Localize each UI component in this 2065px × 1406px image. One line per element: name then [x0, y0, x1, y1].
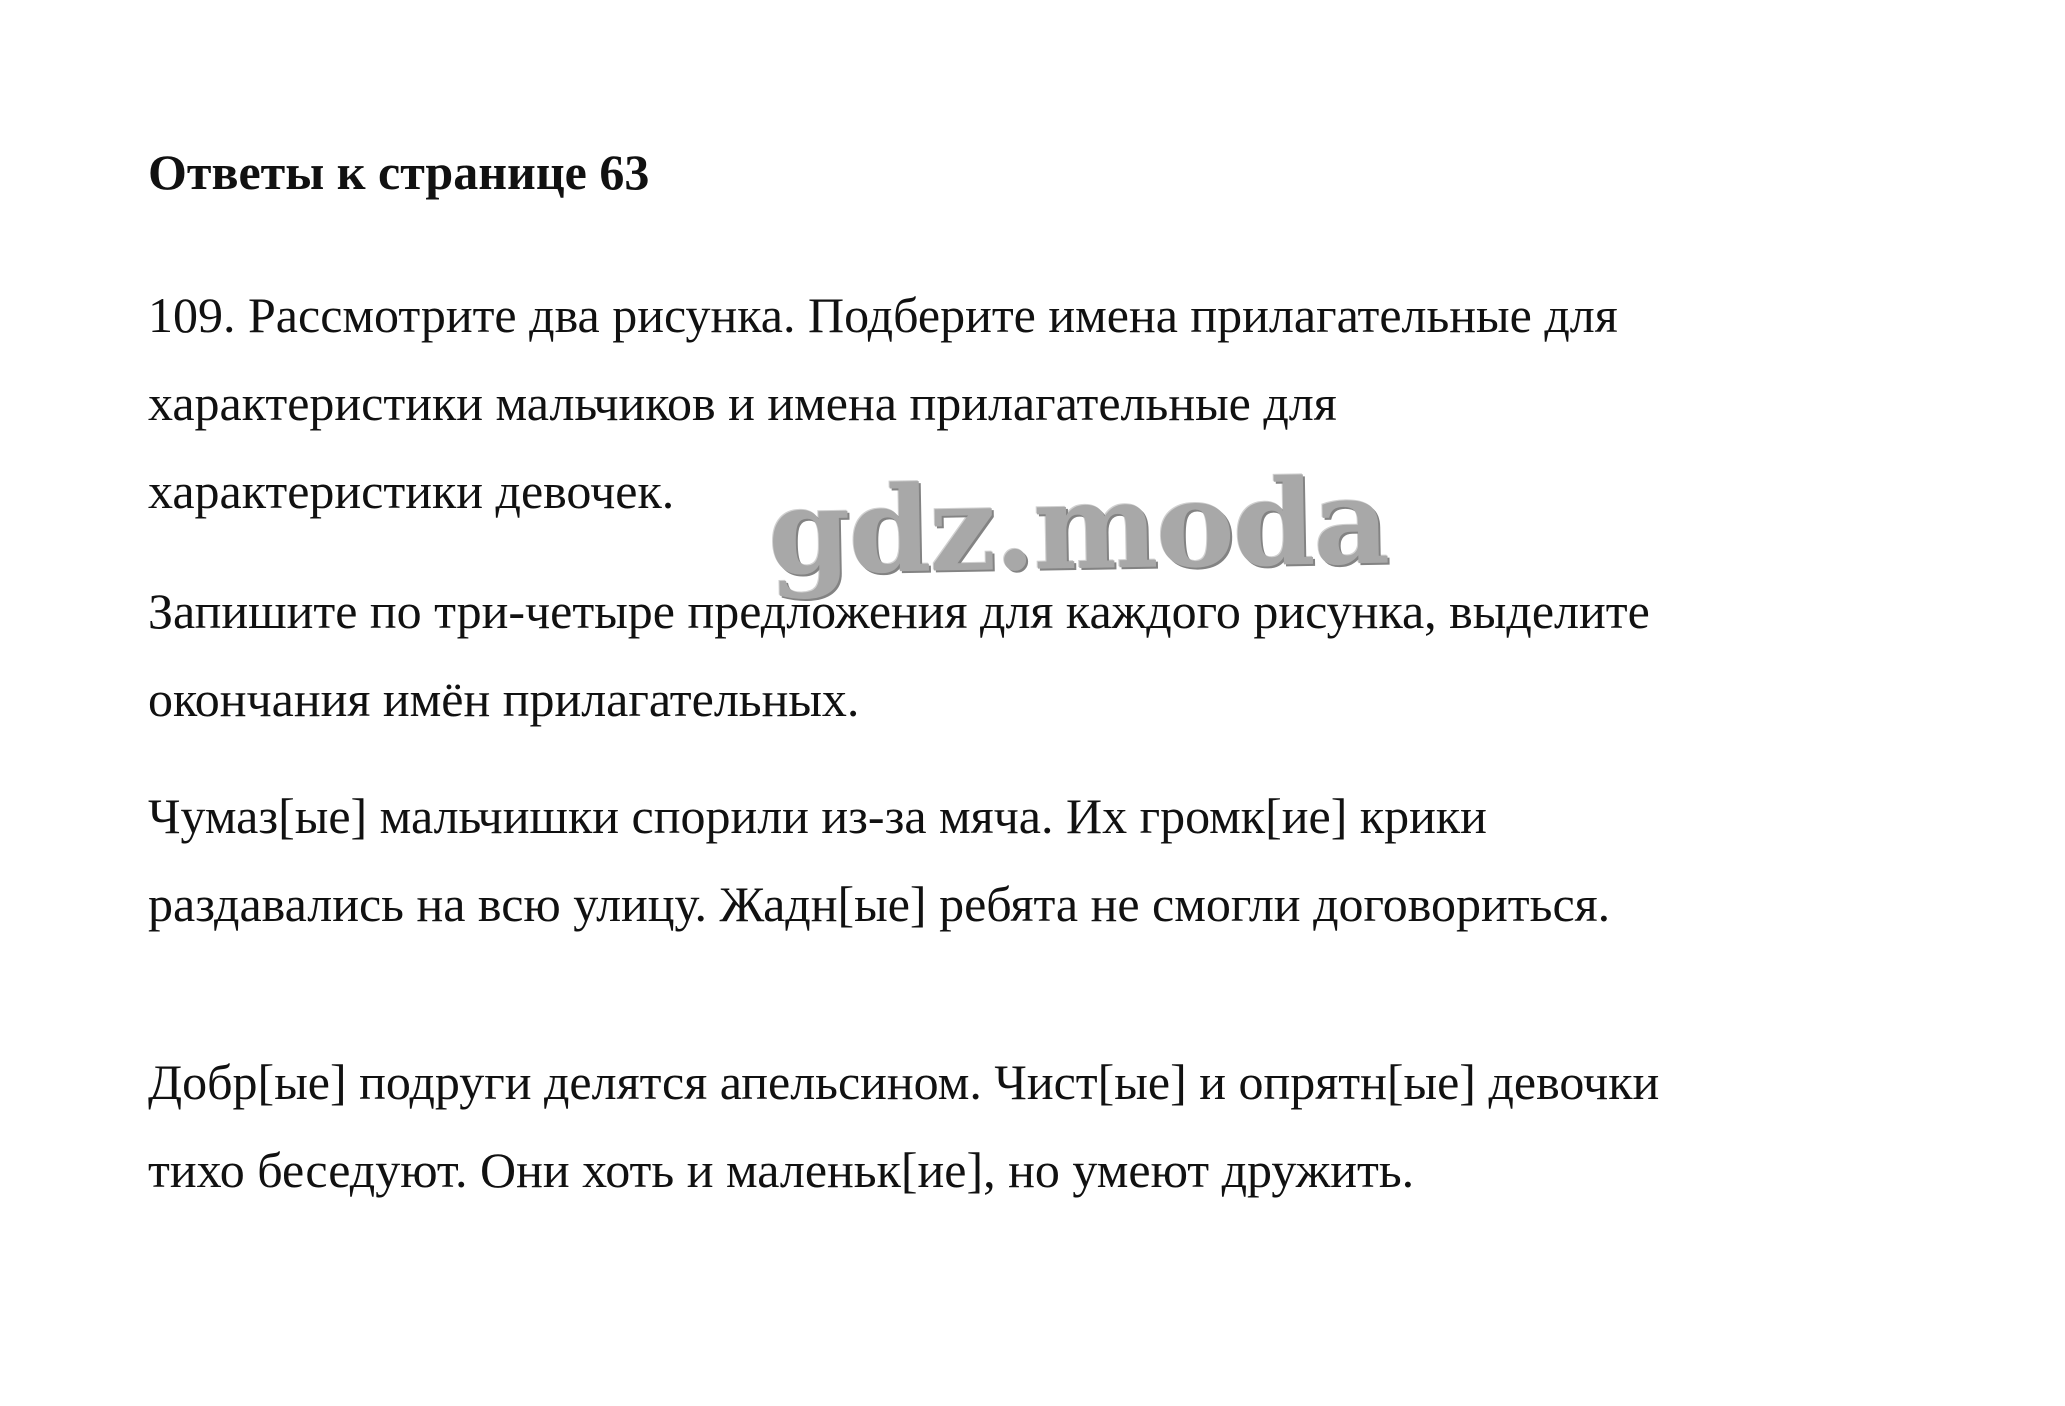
answer-line: Чумаз[ые] мальчишки спорили из-за мяча. Их громк[ие] крики	[148, 788, 1487, 844]
answer-boys	[148, 772, 1610, 948]
watermark-logo: gdz.moda	[766, 451, 1389, 602]
answer-line: раздавались на всю улицу. Жадн[ые] ребята не смогли договориться.	[148, 876, 1611, 932]
answer-line: Добр[ые] подруги делятся апельсином. Чист[ые] и опрятн[ые] девочки	[148, 1054, 1660, 1110]
task-line: Запишите по три-четыре предложения для каждого рисунка, выделите	[148, 583, 1650, 639]
page-heading: Ответы к странице 63	[148, 144, 650, 200]
task-line: характеристики мальчиков и имена прилагательные для	[148, 375, 1337, 431]
task-line: окончания имён прилагательных.	[148, 671, 860, 727]
answer-girls	[148, 1038, 1659, 1214]
task-line: 109. Рассмотрите два рисунка. Подберите имена прилагательные для	[148, 287, 1618, 343]
answer-line: тихо беседуют. Они хоть и маленьк[ие], но умеют дружить.	[148, 1142, 1415, 1198]
task-line: характеристики девочек.	[148, 463, 675, 519]
